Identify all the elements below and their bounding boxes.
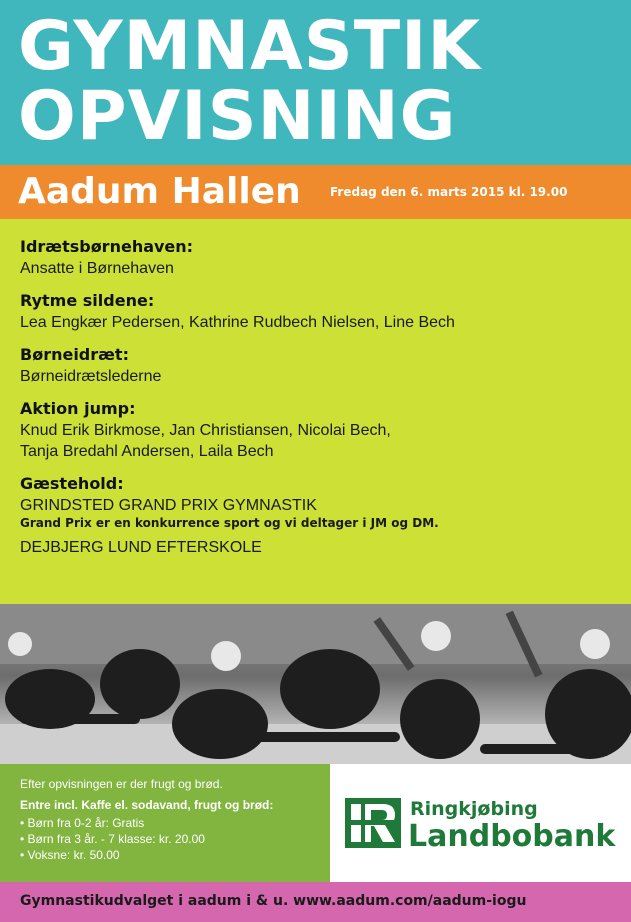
program-heading: Børneidræt: — [20, 345, 129, 364]
program-heading: Rytme sildene: — [20, 291, 155, 310]
price-item: • Børn fra 3 år. - 7 klasse: kr. 20.00 — [20, 832, 205, 846]
organizer-website: Gymnastikudvalget i aadum i & u. www.aadum.com/aadum-iogu — [20, 893, 527, 909]
program-performers: Knud Erik Birkmose, Jan Christiansen, Nicolai Bech, — [20, 422, 391, 439]
program-item-idraetsbornehaven — [20, 236, 620, 279]
guest-team-2: DEJBJERG LUND EFTERSKOLE — [20, 539, 262, 556]
venue-banner — [0, 165, 631, 219]
program-item-aktion-jump — [20, 398, 620, 462]
price-item: • Voksne: kr. 50.00 — [20, 848, 120, 862]
program-performers: Lea Engkær Pedersen, Kathrine Rudbech Nielsen, Line Bech — [20, 314, 455, 331]
program-performers: Ansatte i Børnehaven — [20, 260, 174, 277]
guest-team-1-note: Grand Prix er en konkurrence sport og vi deltager i JM og DM. — [20, 516, 439, 530]
program-item-rytme-sildene — [20, 290, 620, 333]
program-item-borneidraet — [20, 344, 620, 387]
program-section — [0, 219, 631, 604]
title-line-1: GYMNASTIK — [18, 7, 482, 86]
refreshments-note: Efter opvisningen er der frugt og brød. — [20, 777, 223, 791]
gymnasts-photo — [0, 604, 631, 764]
program-performers: Tanja Bredahl Andersen, Laila Bech — [20, 443, 274, 460]
guest-team-1: GRINDSTED GRAND PRIX GYMNASTIK — [20, 497, 317, 514]
program-heading: Idrætsbørnehaven: — [20, 237, 194, 256]
bank-logo-icon — [345, 798, 401, 848]
entry-heading: Entre incl. Kaffe el. sodavand, frugt og brød: — [20, 798, 274, 812]
venue-name: Aadum Hallen — [18, 171, 301, 212]
sponsor-name-small: Ringkjøbing — [410, 798, 538, 820]
sponsor-name-large: Landbobank — [408, 819, 616, 854]
admission-info-panel — [0, 764, 330, 882]
price-list — [20, 815, 205, 863]
price-item: • Børn fra 0-2 år: Gratis — [20, 816, 145, 830]
event-date: Fredag den 6. marts 2015 kl. 19.00 — [330, 185, 568, 199]
sponsor-panel — [330, 764, 631, 882]
gymnasts-illustration — [0, 604, 631, 764]
program-heading: Gæstehold: — [20, 474, 124, 493]
program-performers: Børneidrætslederne — [20, 368, 162, 385]
footer-banner — [0, 882, 631, 922]
program-list — [20, 236, 620, 569]
program-heading: Aktion jump: — [20, 399, 136, 418]
title-banner — [0, 0, 631, 165]
title-line-2: OPVISNING — [18, 77, 457, 156]
program-item-guests — [20, 473, 620, 558]
